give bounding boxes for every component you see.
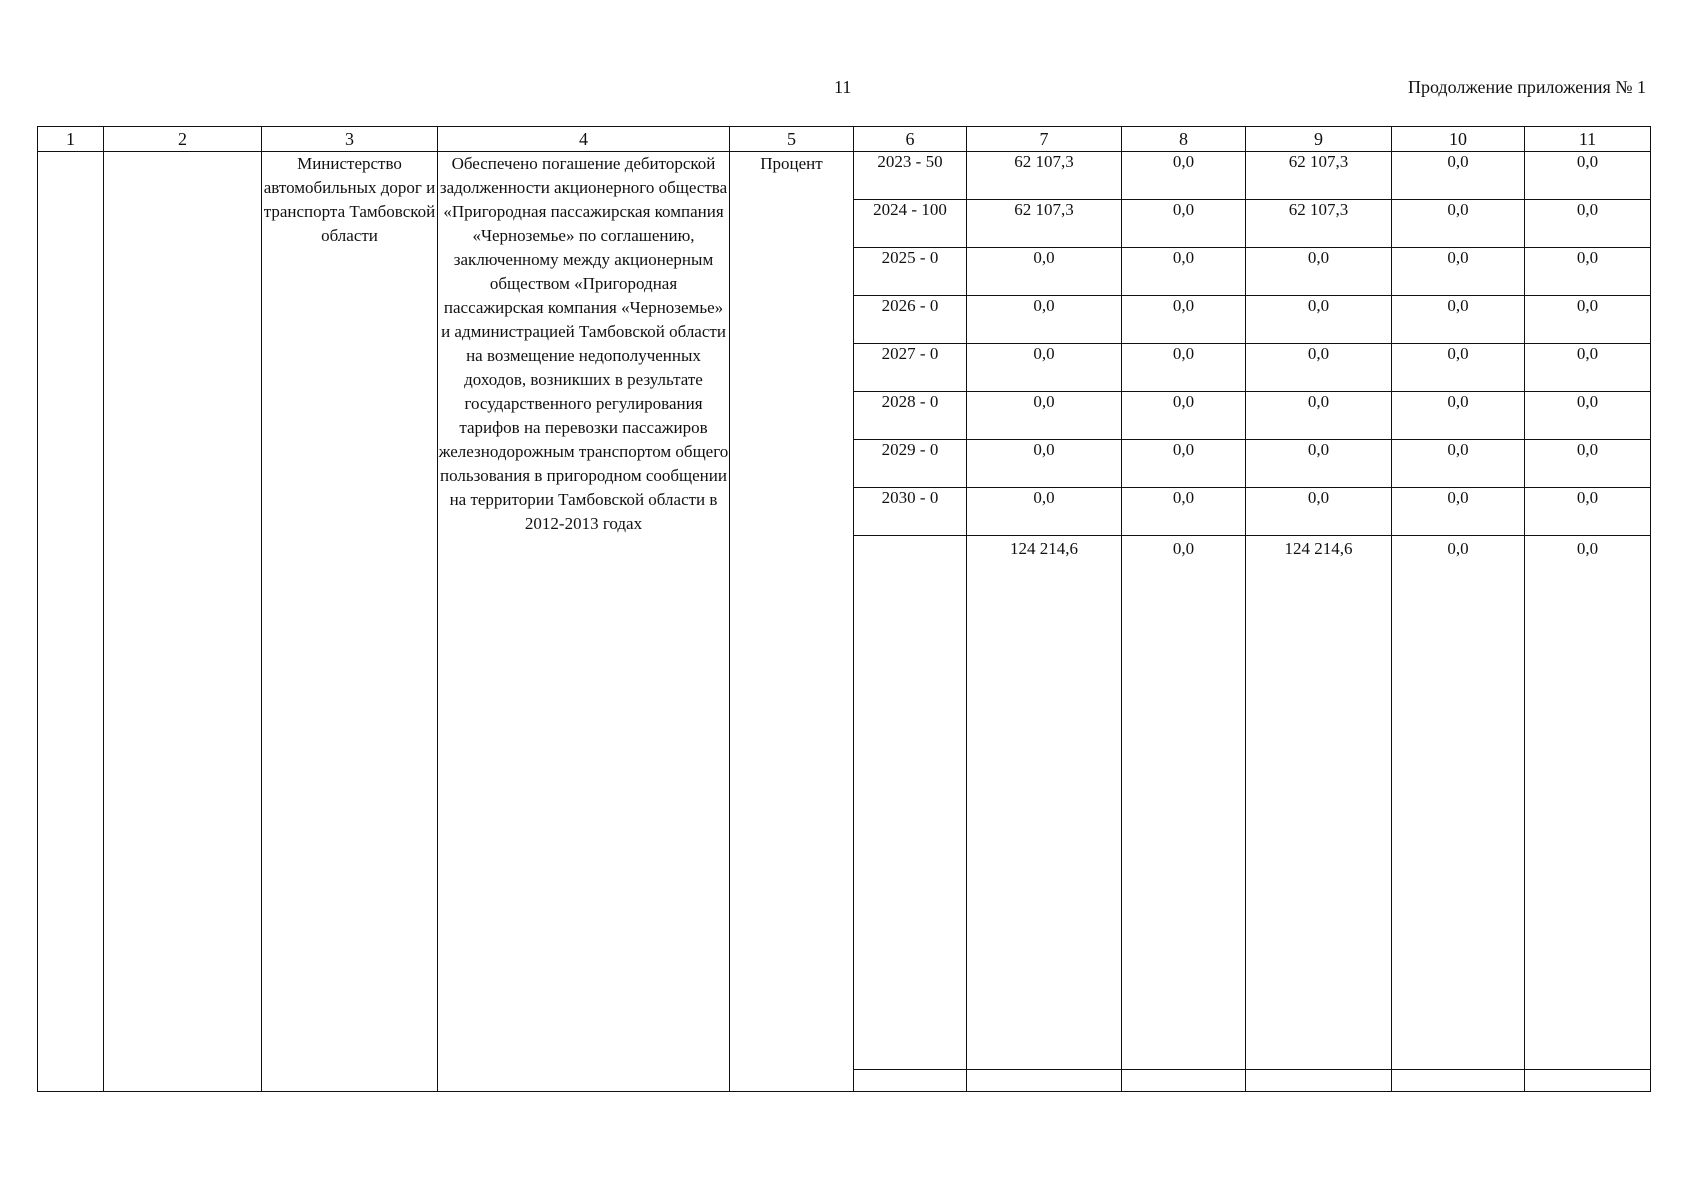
amount-cell: 0,0 (1392, 440, 1525, 488)
column-number: 8 (1122, 127, 1246, 152)
amount-cell: 0,0 (1525, 344, 1651, 392)
total-amount-cell: 0,0 (1122, 536, 1246, 1070)
column-number: 3 (262, 127, 438, 152)
amount-cell: 0,0 (1525, 392, 1651, 440)
table-row (38, 152, 1651, 200)
year-value-cell: 2024 - 100 (854, 200, 967, 248)
year-value-cell: 2030 - 0 (854, 488, 967, 536)
amount-cell: 0,0 (1392, 344, 1525, 392)
amount-cell: 0,0 (1525, 200, 1651, 248)
amount-cell: 62 107,3 (967, 152, 1122, 200)
amount-cell: 0,0 (967, 296, 1122, 344)
column-number: 6 (854, 127, 967, 152)
amount-cell: 0,0 (1122, 296, 1246, 344)
column-number: 11 (1525, 127, 1651, 152)
amount-cell: 0,0 (1392, 152, 1525, 200)
amount-cell: 0,0 (967, 392, 1122, 440)
amount-cell: 0,0 (1246, 440, 1392, 488)
amount-cell: 0,0 (1392, 488, 1525, 536)
year-value-cell: 2029 - 0 (854, 440, 967, 488)
column-number-row (38, 127, 1651, 152)
total-amount-cell: 0,0 (1525, 536, 1651, 1070)
year-value-cell: 2023 - 50 (854, 152, 967, 200)
column-number: 9 (1246, 127, 1392, 152)
amount-cell: 0,0 (1525, 440, 1651, 488)
blank-cell (1246, 1069, 1392, 1091)
amount-cell: 0,0 (1246, 488, 1392, 536)
total-amount-cell: 124 214,6 (1246, 536, 1392, 1070)
amount-cell: 0,0 (967, 344, 1122, 392)
amount-cell: 62 107,3 (1246, 152, 1392, 200)
total-year-cell (854, 536, 967, 1070)
amount-cell: 62 107,3 (967, 200, 1122, 248)
column-number: 2 (104, 127, 262, 152)
amount-cell: 0,0 (1122, 392, 1246, 440)
amount-cell: 0,0 (1525, 152, 1651, 200)
column-number: 5 (730, 127, 854, 152)
blank-cell (854, 1069, 967, 1091)
amount-cell: 0,0 (1246, 248, 1392, 296)
blank-cell (967, 1069, 1122, 1091)
appendix-table (37, 126, 1651, 1092)
column-number: 1 (38, 127, 104, 152)
amount-cell: 0,0 (1246, 392, 1392, 440)
amount-cell: 0,0 (1122, 200, 1246, 248)
blank-cell (1525, 1069, 1651, 1091)
blank-cell (1122, 1069, 1246, 1091)
year-value-cell: 2028 - 0 (854, 392, 967, 440)
year-value-cell: 2025 - 0 (854, 248, 967, 296)
amount-cell: 0,0 (1122, 488, 1246, 536)
amount-cell: 0,0 (1122, 440, 1246, 488)
amount-cell: 0,0 (967, 488, 1122, 536)
blank-cell (1392, 1069, 1525, 1091)
column-number: 7 (967, 127, 1122, 152)
amount-cell: 0,0 (1525, 248, 1651, 296)
unit-cell: Процент (730, 152, 854, 1092)
amount-cell: 0,0 (1392, 248, 1525, 296)
indicator-cell: Обеспечено погашение дебиторской задолженности акционерного общества «Пригородная пассажирская компания «Черноземье» по соглашению, заключенному между акционерным обществом «Пригородная пассажирская компания «Черноземье» и администрацией Тамбовской области на возмещение недополученных доходов, возникших в результате государственного регулирования тарифов на перевозки пассажиров железнодорожным транспортом общего пользования в пригородном сообщении на территории Тамбовской области в 2012-2013 годах (438, 152, 730, 1092)
amount-cell: 0,0 (1392, 296, 1525, 344)
amount-cell: 0,0 (1392, 200, 1525, 248)
column-number: 10 (1392, 127, 1525, 152)
col1-cell (38, 152, 104, 1092)
amount-cell: 0,0 (1246, 344, 1392, 392)
year-value-cell: 2027 - 0 (854, 344, 967, 392)
page-number: 11 (834, 77, 852, 97)
amount-cell: 0,0 (1392, 392, 1525, 440)
amount-cell: 0,0 (1122, 248, 1246, 296)
appendix-continuation-note: Продолжение приложения № 1 (1407, 77, 1646, 97)
executor-cell: Министерство автомобильных дорог и транспорта Тамбовской области (262, 152, 438, 1092)
amount-cell: 0,0 (967, 248, 1122, 296)
column-number: 4 (438, 127, 730, 152)
total-amount-cell: 124 214,6 (967, 536, 1122, 1070)
amount-cell: 62 107,3 (1246, 200, 1392, 248)
year-value-cell: 2026 - 0 (854, 296, 967, 344)
amount-cell: 0,0 (1122, 344, 1246, 392)
amount-cell: 0,0 (1246, 296, 1392, 344)
amount-cell: 0,0 (1525, 488, 1651, 536)
amount-cell: 0,0 (1525, 296, 1651, 344)
col2-cell (104, 152, 262, 1092)
amount-cell: 0,0 (967, 440, 1122, 488)
total-amount-cell: 0,0 (1392, 536, 1525, 1070)
amount-cell: 0,0 (1122, 152, 1246, 200)
